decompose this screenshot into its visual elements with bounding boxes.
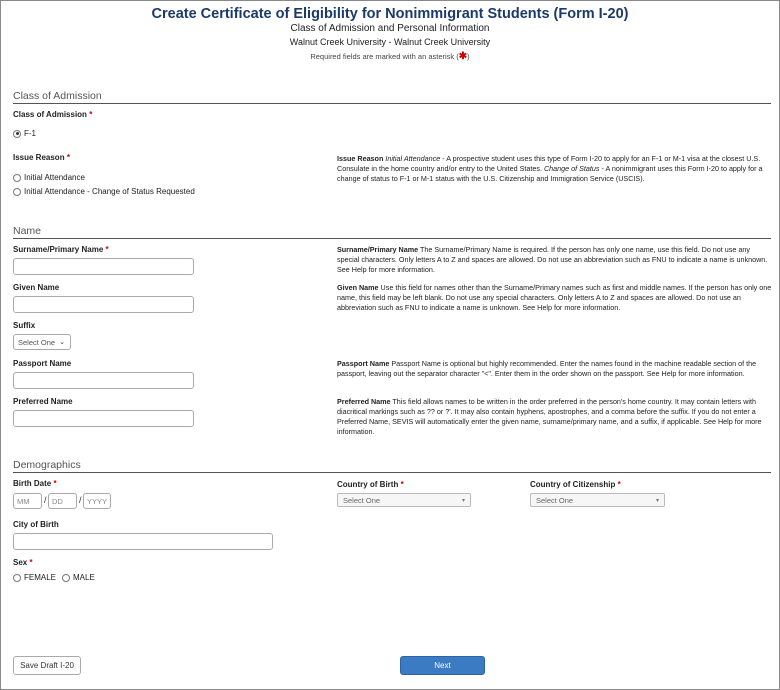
chevron-down-icon: ▾ bbox=[461, 497, 465, 504]
suffix-label: Suffix bbox=[13, 321, 36, 330]
passport-name-help: Passport Name Passport Name is optional but highly recommended. Enter the names found in the machine readable section of the passport, leaving out the separator character "<". Enter them in the order shown on the passport. See Help for more information. bbox=[337, 359, 757, 378]
issue-reason-label: Issue Reason * bbox=[13, 153, 70, 162]
country-of-citizenship-select[interactable]: Select One ▾ bbox=[530, 493, 665, 507]
page-title: Create Certificate of Eligibility for Nonimmigrant Students (Form I-20) bbox=[151, 6, 629, 22]
suffix-select[interactable]: Select One ⌄ bbox=[13, 334, 71, 350]
section-class-of-admission: Class of Admission bbox=[13, 90, 771, 104]
issue-reason-initial-radio[interactable]: Initial Attendance bbox=[13, 173, 85, 182]
surname-help: Surname/Primary Name The Surname/Primary Name is required. If the person has only one name, use this field. Do not use any special characters. Only letters A to Z and spaces are allowed. Do not use an abbreviation such as FNU to indicate a name is unknown. See Help for more information. bbox=[337, 245, 768, 274]
radio-icon[interactable] bbox=[13, 574, 21, 582]
country-of-citizenship-label: Country of Citizenship * bbox=[530, 480, 621, 489]
sex-male-radio[interactable]: MALE bbox=[62, 573, 95, 582]
city-of-birth-label: City of Birth bbox=[13, 520, 59, 529]
passport-name-input[interactable] bbox=[13, 372, 194, 389]
radio-checked-icon[interactable] bbox=[13, 130, 21, 138]
given-name-input[interactable] bbox=[13, 296, 194, 313]
save-draft-button[interactable]: Save Draft I-20 bbox=[13, 656, 81, 675]
next-button[interactable]: Next bbox=[400, 656, 485, 675]
sex-female-radio[interactable]: FEMALE bbox=[13, 573, 56, 582]
class-f1-radio[interactable]: F-1 bbox=[13, 129, 36, 138]
city-of-birth-input[interactable] bbox=[13, 533, 273, 550]
birth-month-input[interactable]: MM bbox=[13, 493, 42, 509]
chevron-down-icon: ▾ bbox=[655, 497, 659, 504]
class-of-admission-label: Class of Admission * bbox=[13, 110, 93, 119]
section-demographics: Demographics bbox=[13, 459, 771, 473]
radio-icon[interactable] bbox=[13, 188, 21, 196]
surname-label: Surname/Primary Name * bbox=[13, 245, 109, 254]
page-subtitle: Class of Admission and Personal Information bbox=[290, 23, 490, 34]
radio-icon[interactable] bbox=[13, 174, 21, 182]
chevron-down-icon: ⌄ bbox=[59, 339, 65, 346]
date-separator: / bbox=[79, 495, 82, 505]
country-of-birth-select[interactable]: Select One ▾ bbox=[337, 493, 471, 507]
sex-label: Sex * bbox=[13, 558, 33, 567]
birth-year-input[interactable]: YYYY bbox=[83, 493, 111, 509]
issue-reason-change-status-radio[interactable]: Initial Attendance - Change of Status Requested bbox=[13, 187, 195, 196]
given-name-label: Given Name bbox=[13, 283, 60, 292]
passport-name-label: Passport Name bbox=[13, 359, 72, 368]
required-note: Required fields are marked with an asterisk (✱) bbox=[310, 51, 470, 62]
preferred-name-input[interactable] bbox=[13, 410, 194, 427]
radio-icon[interactable] bbox=[62, 574, 70, 582]
section-name: Name bbox=[13, 225, 771, 239]
required-asterisk-icon: ✱ bbox=[458, 51, 468, 62]
country-of-birth-label: Country of Birth * bbox=[337, 480, 404, 489]
birth-date-label: Birth Date * bbox=[13, 479, 57, 488]
preferred-name-help: Preferred Name This field allows names to be written in the order preferred in the person's home country. It may contain letters with diacritical markings such as ?? or ?'. It may also contain hyphens, apostrophes, and a comma before the suffix. If you do not enter a Preferred Name, SEVIS will automatically enter the given name, surname/primary name, and a suffix, if applicable. See Help for more information. bbox=[337, 397, 762, 436]
preferred-name-label: Preferred Name bbox=[13, 397, 73, 406]
issue-reason-help: Issue Reason Initial Attendance - A prospective student uses this type of Form I-20 to apply for an F-1 or M-1 visa at the closest U.S. Consulate in the home country and/or entry to the United States. Change of Status - A nonimmigrant uses this Form I-20 to apply for a change of status to F-1 or M-1 status with the U.S. Citizenship and Immigration Service (USCIS). bbox=[337, 154, 763, 183]
given-name-help: Given Name Use this field for names other than the Surname/Primary names such as first and middle names. If the person has only one name, this field may be left blank. Do not use any special characters. Only letters A to Z and spaces are allowed. Do not use an abbreviation such as FNU to indicate a name is unknown. See Help for more information. bbox=[337, 283, 772, 312]
date-separator: / bbox=[44, 495, 47, 505]
birth-day-input[interactable]: DD bbox=[48, 493, 77, 509]
school-name: Walnut Creek University - Walnut Creek University bbox=[289, 37, 491, 47]
surname-input[interactable] bbox=[13, 258, 194, 275]
